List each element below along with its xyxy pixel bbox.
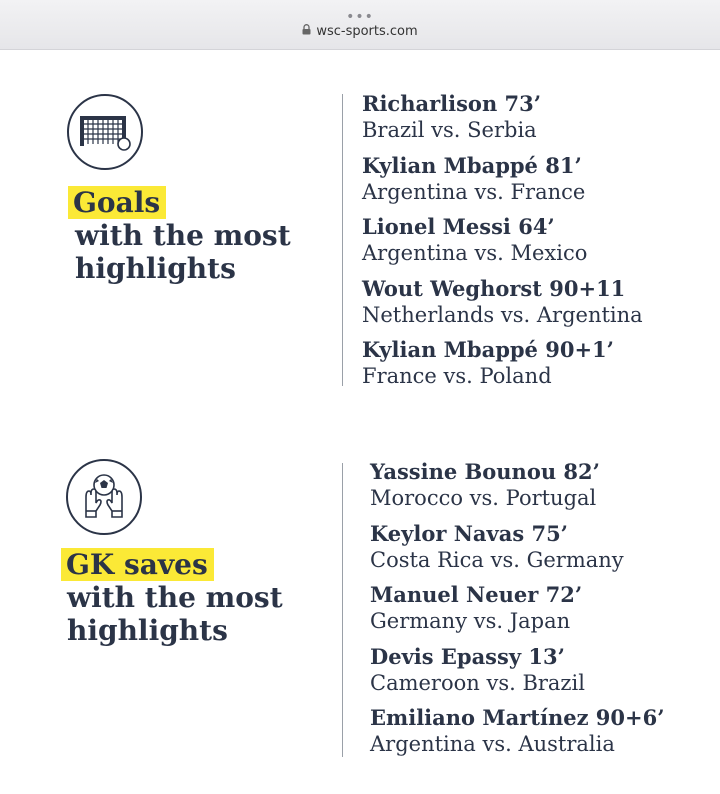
player-name: Wout Weghorst 90+11: [362, 275, 626, 301]
match-name: France vs. Poland: [362, 364, 552, 388]
list-item: [362, 276, 720, 338]
player-name: Devis Epassy 13’: [370, 643, 565, 669]
gk-saves-divider: [342, 463, 343, 757]
goals-headline: [68, 186, 291, 285]
address-url: wsc-sports.com: [316, 24, 418, 39]
gk-saves-headline-line3: highlights: [67, 614, 228, 647]
goals-headline-line2: with the most: [75, 219, 291, 252]
player-name: Richarlison 73’: [362, 91, 542, 116]
goals-headline-line3: highlights: [75, 252, 236, 285]
gk-saves-headline: [61, 548, 283, 647]
address-bar[interactable]: [0, 24, 720, 39]
match-name: Netherlands vs. Argentina: [362, 302, 643, 327]
player-name: Lionel Messi 64’: [362, 214, 555, 239]
list-item: [370, 521, 720, 583]
browser-menu-dots[interactable]: •••: [346, 9, 374, 25]
player-name: Manuel Neuer 72’: [370, 582, 583, 607]
match-name: Germany vs. Japan: [370, 609, 571, 633]
player-name: Keylor Navas 75’: [370, 520, 568, 546]
list-item: [362, 91, 720, 153]
player-name: Yassine Bounou 82’: [370, 459, 600, 484]
gk-saves-list: [370, 459, 720, 767]
player-name: Kylian Mbappé 81’: [362, 152, 582, 178]
lock-icon: [302, 24, 311, 39]
player-name: Kylian Mbappé 90+1’: [362, 337, 614, 362]
match-name: Cameroon vs. Brazil: [370, 670, 585, 695]
match-name: Morocco vs. Portugal: [370, 486, 597, 510]
gk-saves-headline-line2: with the most: [67, 581, 283, 614]
list-item: [362, 214, 720, 276]
list-item: [362, 153, 720, 215]
list-item: [370, 459, 720, 521]
goals-highlight: Goals: [68, 186, 166, 219]
browser-toolbar: [0, 0, 720, 50]
goalkeeper-gloves-icon: [66, 459, 142, 535]
match-name: Argentina vs. France: [362, 179, 586, 204]
match-name: Argentina vs. Mexico: [362, 241, 588, 265]
goals-divider: [342, 94, 343, 386]
match-name: Costa Rica vs. Germany: [370, 547, 624, 572]
match-name: Argentina vs. Australia: [370, 732, 615, 756]
soccer-goal-icon: [67, 94, 143, 170]
list-item: [362, 337, 720, 399]
player-name: Emiliano Martínez 90+6’: [370, 705, 665, 730]
match-name: Brazil vs. Serbia: [362, 118, 537, 142]
gk-saves-highlight: GK saves: [61, 548, 214, 581]
list-item: [370, 582, 720, 644]
list-item: [370, 644, 720, 706]
goals-list: [362, 91, 720, 399]
list-item: [370, 705, 720, 767]
